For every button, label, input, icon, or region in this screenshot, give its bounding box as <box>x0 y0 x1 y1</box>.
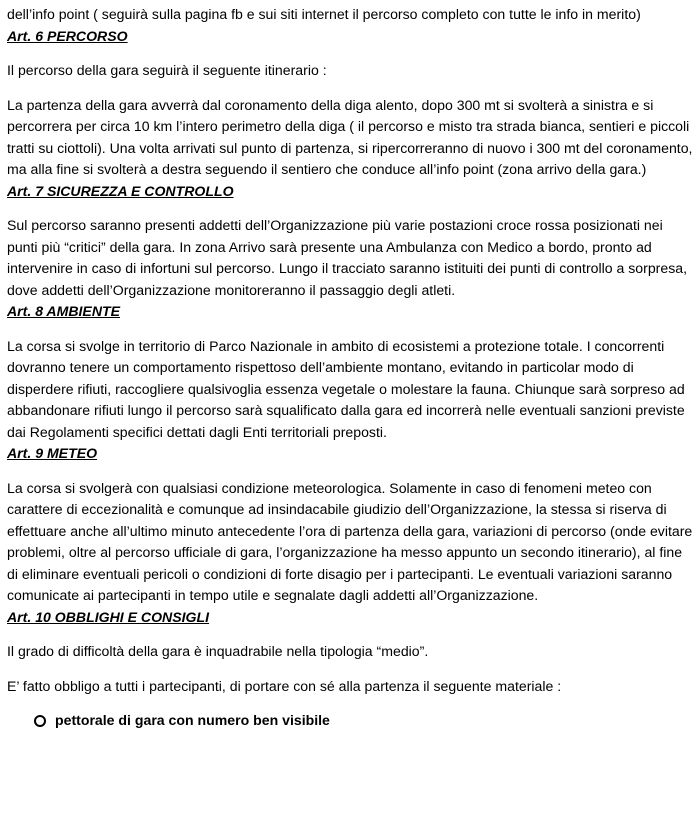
art10-paragraph-2: E’ fatto obbligo a tutti i partecipanti, di portare con sé alla partenza il seguente materiale : <box>7 677 562 694</box>
list-item <box>34 710 695 732</box>
art6-paragraph-2: La partenza della gara avverrà dal coronamento della diga alento, dopo 300 mt si svolterà a sinistra e si percorrera per circa 10 km l’intero perimetro della diga ( il percorso e misto tra strada bianca, sentieri e piccoli tratti su ciottoli). Una volta arrivati sul punto di partenza, si ripercorreranno di nuovo i 300 mt del coronamento, ma alla fine si svolterà a destra seguendo il sentiero che conduce all’info point (zona arrivo della gara.) <box>7 96 693 177</box>
art7-paragraph-1: Sul percorso saranno presenti addetti dell’Organizzazione più varie postazioni croce rossa posizionati nei punti più “critici” della gara. In zona Arrivo sarà presente una Ambulanza con Medico a bordo, pronto ad intervenire in caso di infortuni sul percorso. Lungo il tracciato saranno istituiti dei punti di controllo a sorpresa, dove addetti dell’Organizzazione monitoreranno il passaggio degli atleti. <box>7 217 687 298</box>
list-item-text: pettorale di gara con numero ben visibile <box>55 712 330 728</box>
art8-paragraph-1: La corsa si svolge in territorio di Parco Nazionale in ambito di ecosistemi a protezione totale. I concorrenti dovranno tenere un comportamento rispettoso dell’ambiente montano, evitando in particolar modo di disperdere rifiuti, raccogliere qualsivoglia essenza vegetale o molestare la fauna. Chiunque sarà sorpreso ad abbandonare rifiuti lungo il percorso sarà squalificato dalla gara ed incorrerà nelle eventuali sanzioni previste dai Regolamenti specifici dettati dagli Enti territoriali preposti. <box>7 337 685 440</box>
hollow-bullet-icon <box>34 715 46 727</box>
art7-heading: Art. 7 SICUREZZA E CONTROLLO <box>7 182 234 199</box>
art9-paragraph-1: La corsa si svolgerà con qualsiasi condizione meteorologica. Solamente in caso di fenomeni meteo con carattere di eccezionalità e comunque ad insindacabile giudizio dell’Organizzazione, la stessa si riserva di effettuare anche all’ultimo minuto antecedente l’ora di partenza della gara, variazioni di percorso (onde evitare problemi, oltre al percorso ufficiale di gara, l’organizzazione ha messo appunto un secondo itinerario), al fine di eliminare eventuali pericoli o condizioni di forte disagio per i partecipanti. Le eventuali variazioni saranno comunicate ai partecipanti in tempo utile e segnalate dagli addetti all’Organizzazione. <box>7 479 693 603</box>
art6-paragraph-1: Il percorso della gara seguirà il seguente itinerario : <box>7 62 327 78</box>
art6-heading: Art. 6 PERCORSO <box>7 27 128 44</box>
art8-heading: Art. 8 AMBIENTE <box>7 303 121 319</box>
art9-heading: Art. 9 METEO <box>7 445 98 461</box>
art10-paragraph-1: Il grado di difficoltà della gara è inquadrabile nella tipologia “medio”. <box>7 643 429 659</box>
art10-heading: Art. 10 OBBLIGHI E CONSIGLI <box>7 608 210 625</box>
document-page <box>7 4 695 732</box>
intro-tail-paragraph: dell’info point ( seguirà sulla pagina fb e sui siti internet il percorso completo con tutte le info in merito) <box>7 6 641 22</box>
